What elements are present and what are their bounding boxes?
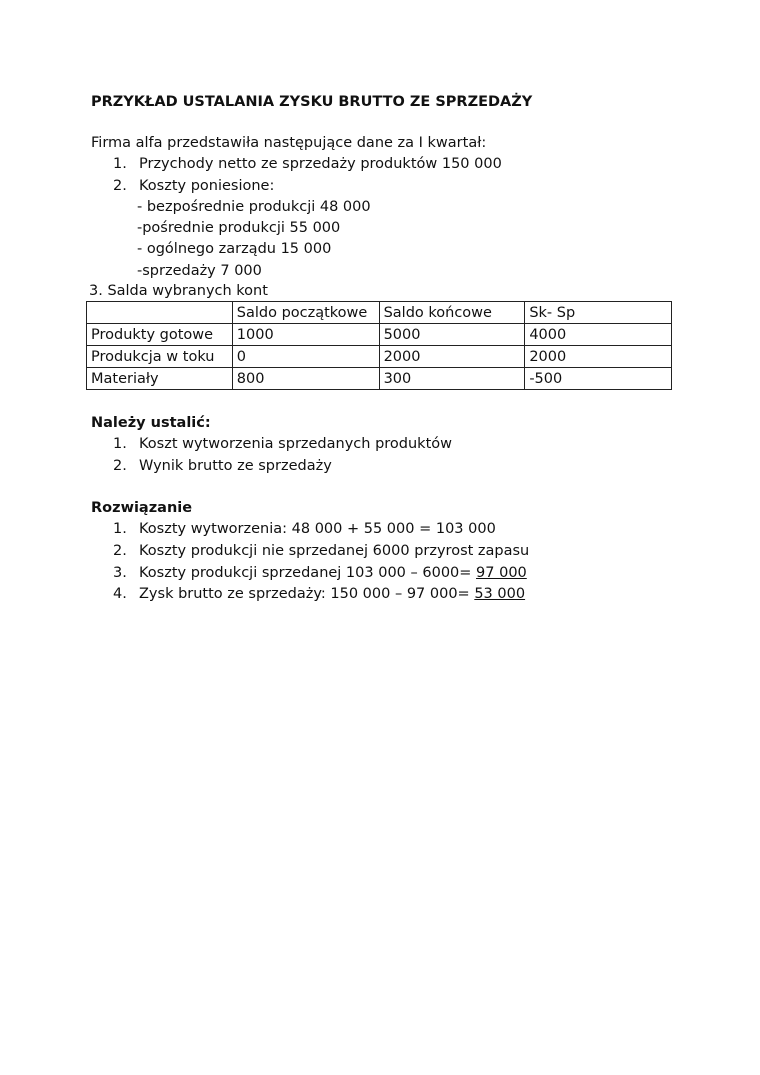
- cost-item: - ogólnego zarządu 15 000: [137, 241, 332, 257]
- document-title: PRZYKŁAD USTALANIA ZYSKU BRUTTO ZE SPRZEDAŻY: [91, 94, 533, 110]
- table-cell: 0: [232, 346, 379, 368]
- list-number: 1.: [113, 436, 127, 452]
- cost-item: -pośrednie produkcji 55 000: [137, 220, 341, 236]
- table-cell: 300: [379, 368, 525, 390]
- balances-heading: 3. Salda wybranych kont: [89, 283, 268, 299]
- list-item: [113, 563, 527, 583]
- table-header-cell: [87, 302, 233, 324]
- list-item: [113, 434, 452, 454]
- balances-table: [86, 301, 672, 390]
- list-item: [113, 456, 332, 476]
- list-number: 4.: [113, 586, 127, 602]
- table-row: [87, 368, 672, 390]
- table-cell: 1000: [232, 324, 379, 346]
- list-number: 3.: [113, 565, 127, 581]
- task-heading: Należy ustalić:: [91, 415, 211, 431]
- table-cell: Produkcja w toku: [87, 346, 233, 368]
- table-cell: -500: [525, 368, 672, 390]
- list-text: Koszty produkcji sprzedanej 103 000 – 6000=: [139, 565, 477, 581]
- list-item: [113, 584, 525, 604]
- result-value: 53 000: [474, 586, 526, 602]
- table-header-cell: Saldo końcowe: [379, 302, 525, 324]
- list-item: [113, 519, 496, 539]
- list-text: Koszty wytworzenia: 48 000 + 55 000 = 103 000: [139, 521, 496, 537]
- solution-heading: Rozwiązanie: [91, 500, 193, 516]
- table-row: [87, 324, 672, 346]
- list-number: 2.: [113, 178, 127, 194]
- cost-item: - bezpośrednie produkcji 48 000: [137, 199, 371, 215]
- list-text: Koszt wytworzenia sprzedanych produktów: [139, 436, 452, 452]
- cost-item: -sprzedaży 7 000: [137, 263, 262, 279]
- table-cell: Materiały: [87, 368, 233, 390]
- table-cell: 800: [232, 368, 379, 390]
- table-cell: 2000: [379, 346, 525, 368]
- table-cell: 4000: [525, 324, 672, 346]
- table-header-row: [87, 302, 672, 324]
- list-number: 1.: [113, 156, 127, 172]
- list-text: Koszty poniesione:: [139, 178, 275, 194]
- list-item: [113, 154, 502, 174]
- table-cell: Produkty gotowe: [87, 324, 233, 346]
- list-item: [113, 176, 274, 196]
- list-number: 1.: [113, 521, 127, 537]
- list-text: Zysk brutto ze sprzedaży: 150 000 – 97 000=: [139, 586, 475, 602]
- result-value: 97 000: [476, 565, 527, 581]
- list-number: 2.: [113, 543, 127, 559]
- table-cell: 2000: [525, 346, 672, 368]
- list-item: [113, 541, 529, 561]
- intro-text: Firma alfa przedstawiła następujące dane za I kwartał:: [91, 135, 487, 151]
- table-header-cell: Sk- Sp: [525, 302, 672, 324]
- list-number: 2.: [113, 458, 127, 474]
- list-text: Wynik brutto ze sprzedaży: [139, 458, 332, 474]
- table-header-cell: Saldo początkowe: [232, 302, 379, 324]
- table-cell: 5000: [379, 324, 525, 346]
- table-row: [87, 346, 672, 368]
- list-text: Przychody netto ze sprzedaży produktów 150 000: [139, 156, 502, 172]
- list-text: Koszty produkcji nie sprzedanej 6000 przyrost zapasu: [139, 543, 530, 559]
